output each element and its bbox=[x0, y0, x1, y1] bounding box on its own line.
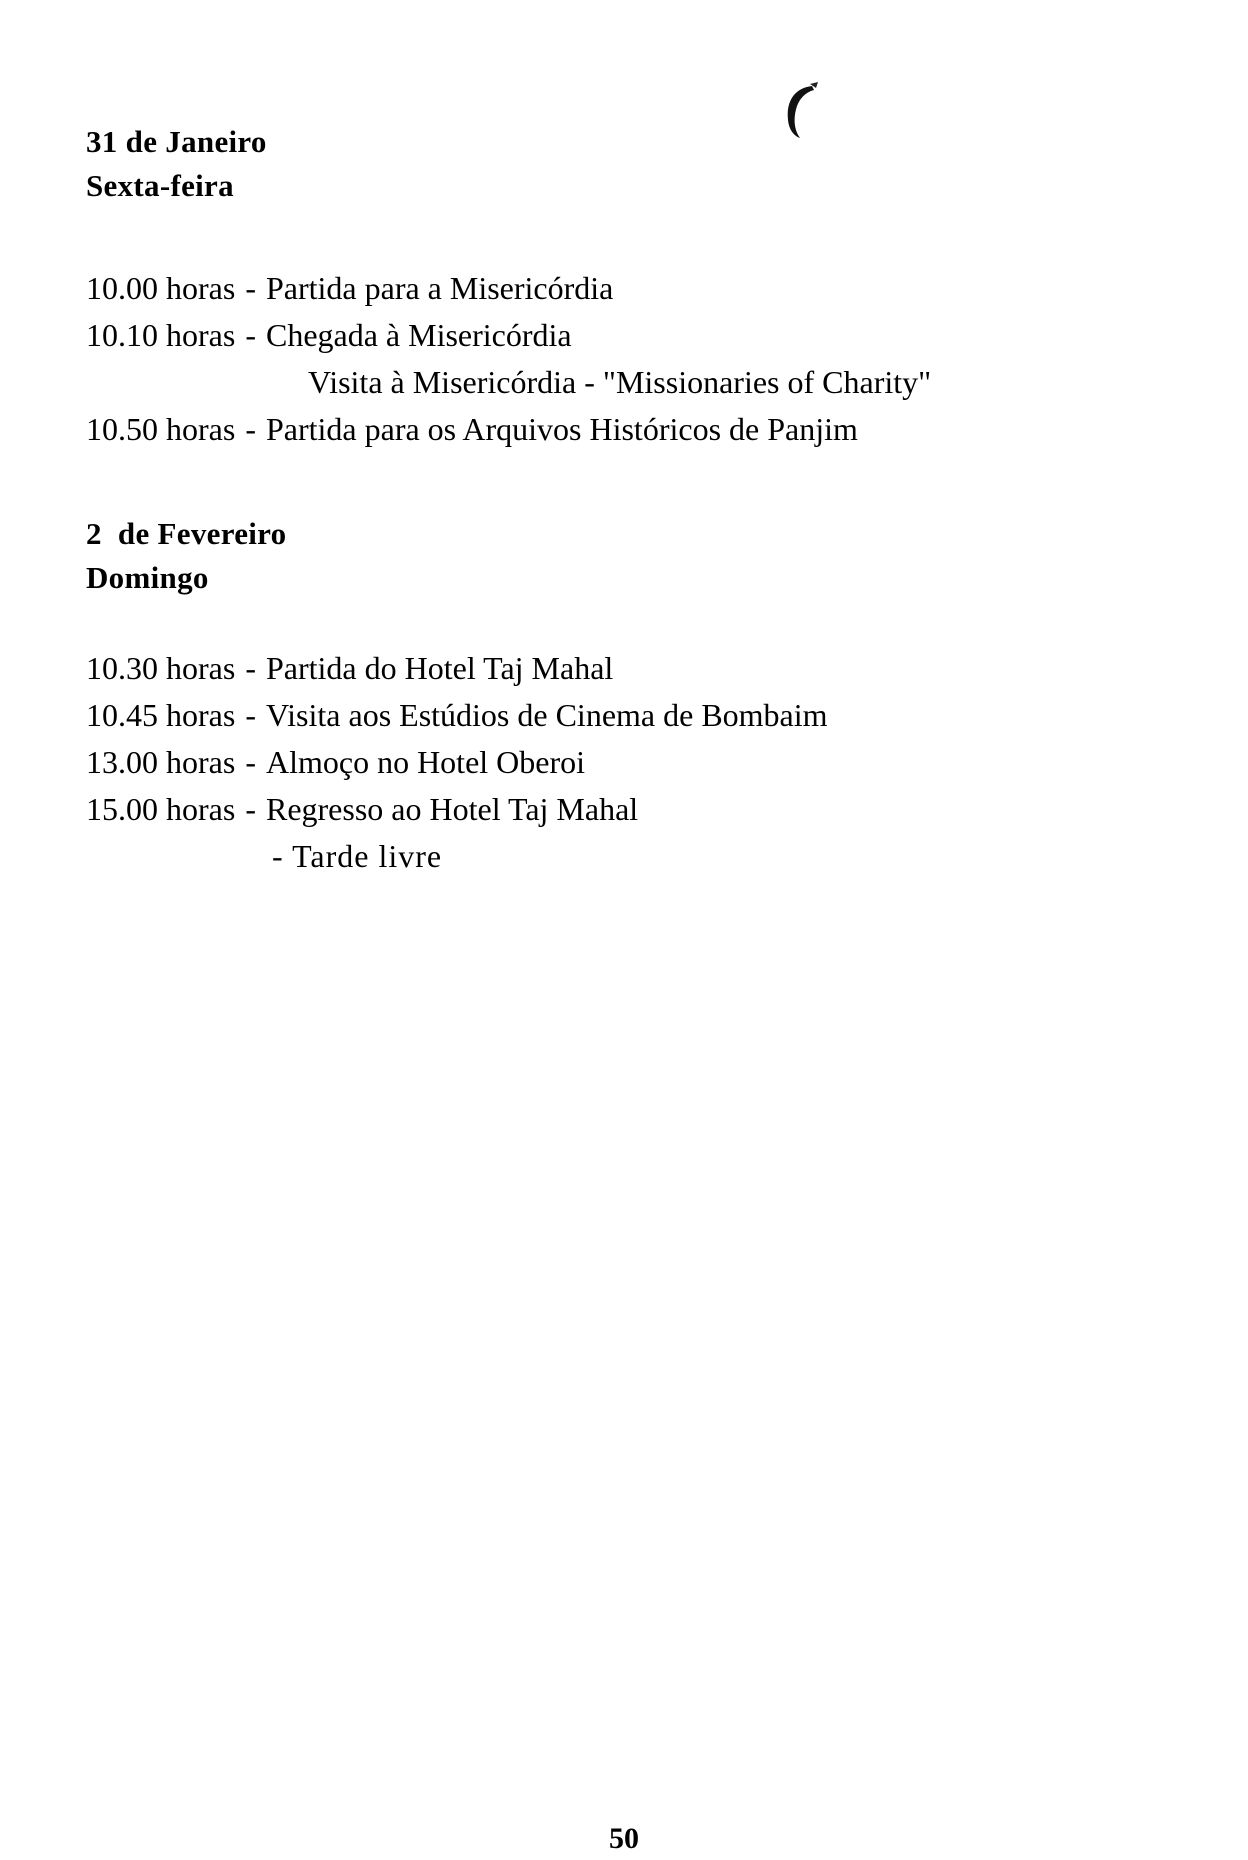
event-description: Almoço no Hotel Oberoi bbox=[265, 744, 586, 780]
event-description: Partida do Hotel Taj Mahal bbox=[265, 650, 614, 686]
schedule-row bbox=[86, 739, 1186, 786]
day-section-1 bbox=[86, 120, 1186, 208]
schedule-list-2 bbox=[86, 645, 1186, 880]
event-time: 15.00 horas bbox=[86, 791, 236, 827]
schedule-row bbox=[86, 265, 1186, 312]
event-separator: - bbox=[245, 744, 256, 780]
event-separator: - bbox=[245, 650, 256, 686]
day-weekday: Domingo bbox=[86, 560, 209, 595]
event-time: 10.10 horas bbox=[86, 317, 236, 353]
event-separator: - bbox=[245, 411, 256, 447]
event-description: Visita aos Estúdios de Cinema de Bombaim bbox=[265, 697, 828, 733]
day-weekday: Sexta-feira bbox=[86, 168, 234, 203]
event-time: 10.45 horas bbox=[86, 697, 236, 733]
day-date: 2 de Fevereiro bbox=[86, 516, 287, 551]
schedule-row-note bbox=[86, 833, 1186, 880]
event-time: 13.00 horas bbox=[86, 744, 236, 780]
schedule-row-continuation bbox=[86, 359, 1186, 406]
schedule-row bbox=[86, 406, 1186, 453]
schedule-list-1 bbox=[86, 265, 1186, 453]
event-separator: - bbox=[245, 791, 256, 827]
page-number: 50 bbox=[609, 1822, 639, 1855]
schedule-row bbox=[86, 312, 1186, 359]
schedule-row bbox=[86, 786, 1186, 833]
event-description: Regresso ao Hotel Taj Mahal bbox=[265, 791, 639, 827]
event-description: Partida para a Misericórdia bbox=[265, 270, 614, 306]
event-continuation: Visita à Misericórdia - "Missionaries of Charity" bbox=[308, 364, 932, 400]
event-separator: - bbox=[245, 697, 256, 733]
schedule-row bbox=[86, 645, 1186, 692]
event-time: 10.00 horas bbox=[86, 270, 236, 306]
event-time: 10.30 horas bbox=[86, 650, 236, 686]
event-description: Partida para os Arquivos Históricos de Panjim bbox=[265, 411, 858, 447]
day-section-2 bbox=[86, 512, 1186, 600]
event-separator: - bbox=[245, 317, 256, 353]
schedule-row bbox=[86, 692, 1186, 739]
event-note: - Tarde livre bbox=[272, 838, 443, 874]
event-time: 10.50 horas bbox=[86, 411, 236, 447]
event-separator: - bbox=[245, 270, 256, 306]
day-date: 31 de Janeiro bbox=[86, 124, 267, 159]
event-description: Chegada à Misericórdia bbox=[265, 317, 572, 353]
